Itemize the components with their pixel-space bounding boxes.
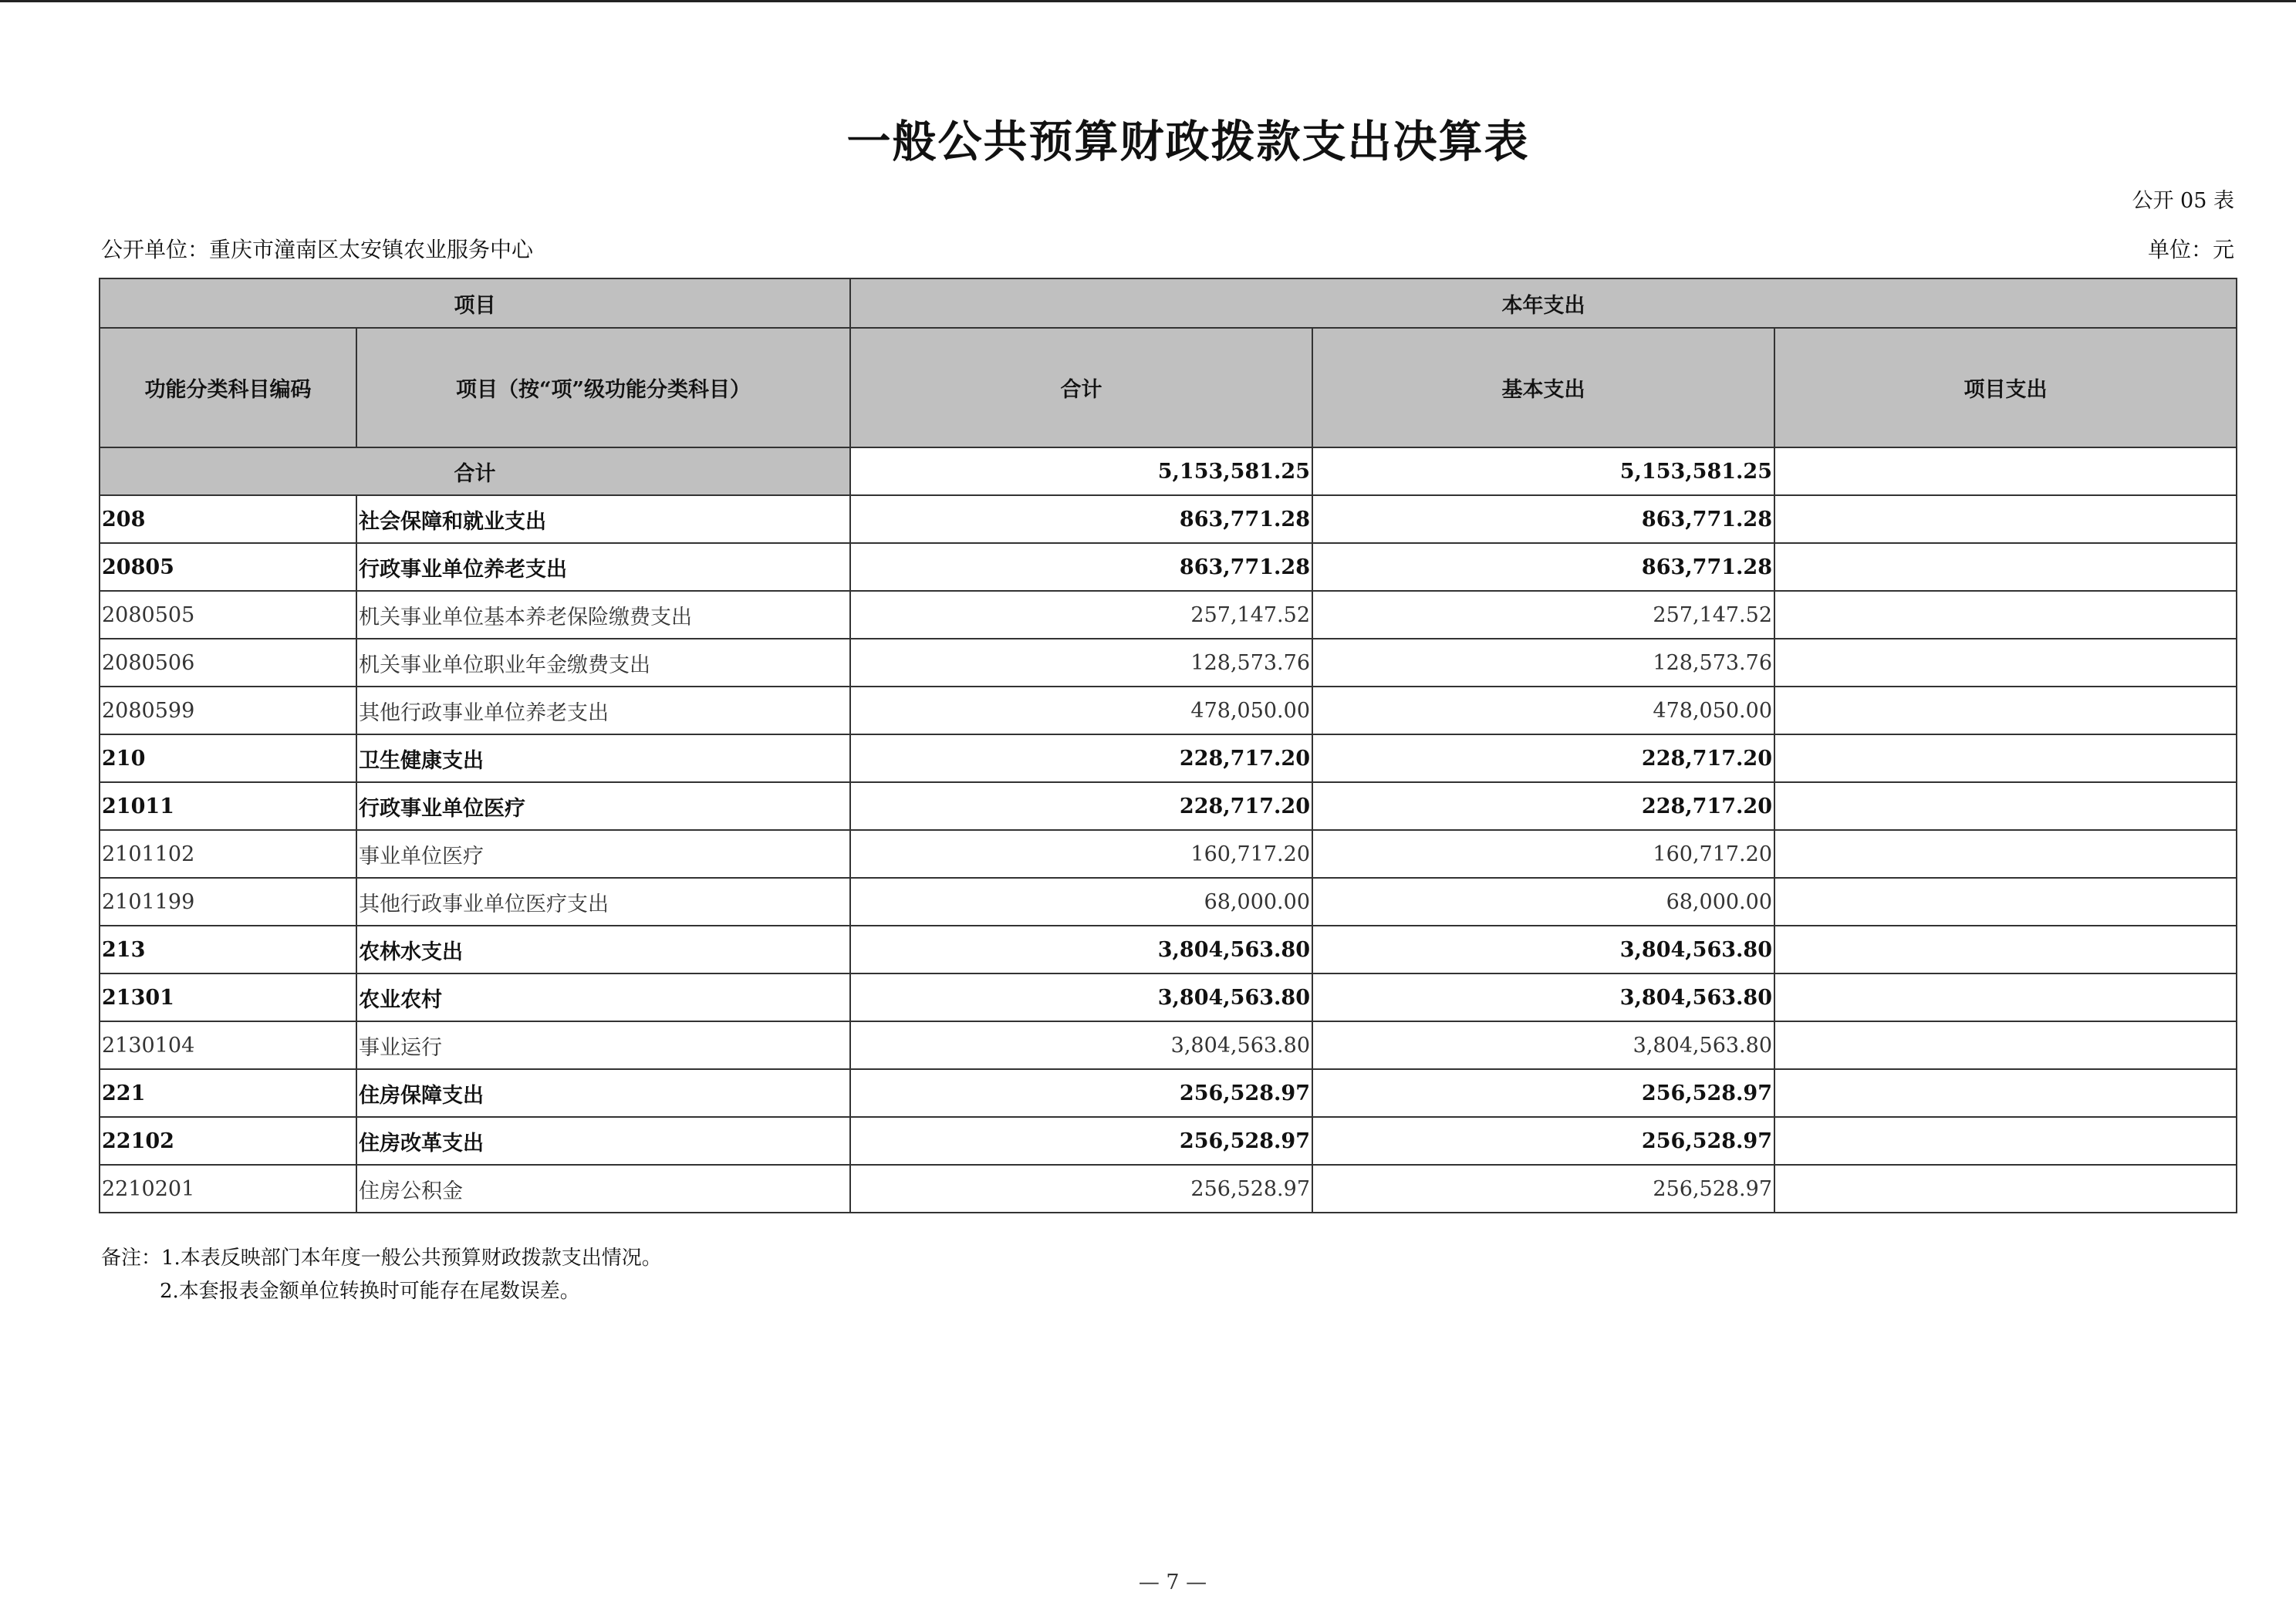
total-row	[100, 447, 2237, 495]
row-total: 257,147.52	[850, 591, 1312, 639]
currency-unit: 单位：元	[2147, 237, 2234, 262]
header-current-year: 本年支出	[850, 278, 2237, 328]
row-code: 208	[100, 495, 356, 543]
note-1: 备注：1.本表反映部门本年度一般公共预算财政拨款支出情况。	[101, 1247, 662, 1270]
row-total: 3,804,563.80	[850, 926, 1312, 973]
total-amount: 5,153,581.25	[850, 447, 1312, 495]
row-basic: 3,804,563.80	[1312, 1021, 1774, 1069]
table-row	[100, 1021, 2237, 1069]
row-name: 事业单位医疗	[356, 830, 850, 878]
row-code: 2080505	[100, 591, 356, 639]
row-name: 其他行政事业单位养老支出	[356, 687, 850, 734]
expenditure-table	[99, 278, 2237, 1213]
table-row	[100, 830, 2237, 878]
row-code: 2101102	[100, 830, 356, 878]
notes	[101, 1242, 662, 1308]
row-name: 事业运行	[356, 1021, 850, 1069]
table-row	[100, 1069, 2237, 1117]
row-code: 210	[100, 734, 356, 782]
table-row	[100, 878, 2237, 926]
header-name: 项目（按“项”级功能分类科目）	[356, 328, 850, 447]
row-name: 农林水支出	[356, 926, 850, 973]
row-basic: 68,000.00	[1312, 878, 1774, 926]
row-name: 卫生健康支出	[356, 734, 850, 782]
top-border-line	[0, 0, 2296, 2]
row-basic: 128,573.76	[1312, 639, 1774, 687]
row-basic: 863,771.28	[1312, 543, 1774, 591]
row-program	[1774, 543, 2237, 591]
row-basic: 256,528.97	[1312, 1069, 1774, 1117]
total-label: 合计	[100, 447, 850, 495]
row-total: 228,717.20	[850, 734, 1312, 782]
row-code: 2080599	[100, 687, 356, 734]
header-project: 项目	[100, 278, 850, 328]
row-program	[1774, 1165, 2237, 1213]
row-name: 住房改革支出	[356, 1117, 850, 1165]
table-row	[100, 591, 2237, 639]
row-total: 256,528.97	[850, 1069, 1312, 1117]
row-name: 农业农村	[356, 973, 850, 1021]
row-code: 22102	[100, 1117, 356, 1165]
row-basic: 228,717.20	[1312, 734, 1774, 782]
row-name: 机关事业单位基本养老保险缴费支出	[356, 591, 850, 639]
row-total: 3,804,563.80	[850, 973, 1312, 1021]
row-program	[1774, 878, 2237, 926]
row-program	[1774, 734, 2237, 782]
row-name: 住房保障支出	[356, 1069, 850, 1117]
row-code: 2101199	[100, 878, 356, 926]
row-name: 其他行政事业单位医疗支出	[356, 878, 850, 926]
row-name: 行政事业单位医疗	[356, 782, 850, 830]
total-basic: 5,153,581.25	[1312, 447, 1774, 495]
row-program	[1774, 782, 2237, 830]
row-basic: 228,717.20	[1312, 782, 1774, 830]
form-number: 公开 05 表	[2132, 189, 2234, 213]
table-row	[100, 687, 2237, 734]
row-total: 863,771.28	[850, 543, 1312, 591]
table-row	[100, 926, 2237, 973]
row-program	[1774, 591, 2237, 639]
header-total: 合计	[850, 328, 1312, 447]
row-total: 228,717.20	[850, 782, 1312, 830]
row-basic: 160,717.20	[1312, 830, 1774, 878]
header-basic: 基本支出	[1312, 328, 1774, 447]
row-basic: 863,771.28	[1312, 495, 1774, 543]
row-name: 行政事业单位养老支出	[356, 543, 850, 591]
header-program: 项目支出	[1774, 328, 2237, 447]
row-basic: 256,528.97	[1312, 1165, 1774, 1213]
table-row	[100, 782, 2237, 830]
row-program	[1774, 687, 2237, 734]
row-name: 机关事业单位职业年金缴费支出	[356, 639, 850, 687]
row-total: 863,771.28	[850, 495, 1312, 543]
page-title: 一般公共预算财政拨款支出决算表	[846, 116, 1530, 167]
row-code: 213	[100, 926, 356, 973]
row-program	[1774, 1069, 2237, 1117]
row-code: 2080506	[100, 639, 356, 687]
page-number: — 7 —	[1138, 1571, 1207, 1594]
row-basic: 3,804,563.80	[1312, 973, 1774, 1021]
row-program	[1774, 926, 2237, 973]
row-basic: 256,528.97	[1312, 1117, 1774, 1165]
row-total: 3,804,563.80	[850, 1021, 1312, 1069]
table-row	[100, 495, 2237, 543]
row-name: 住房公积金	[356, 1165, 850, 1213]
row-program	[1774, 639, 2237, 687]
table-row	[100, 639, 2237, 687]
row-total: 478,050.00	[850, 687, 1312, 734]
row-name: 社会保障和就业支出	[356, 495, 850, 543]
total-program	[1774, 447, 2237, 495]
table-row	[100, 543, 2237, 591]
row-program	[1774, 1117, 2237, 1165]
row-program	[1774, 495, 2237, 543]
row-basic: 478,050.00	[1312, 687, 1774, 734]
row-basic: 3,804,563.80	[1312, 926, 1774, 973]
row-code: 2130104	[100, 1021, 356, 1069]
row-basic: 257,147.52	[1312, 591, 1774, 639]
row-code: 21011	[100, 782, 356, 830]
row-total: 68,000.00	[850, 878, 1312, 926]
table-row	[100, 973, 2237, 1021]
row-total: 160,717.20	[850, 830, 1312, 878]
row-code: 2210201	[100, 1165, 356, 1213]
header-row-1	[100, 278, 2237, 328]
row-total: 256,528.97	[850, 1165, 1312, 1213]
table-row	[100, 1117, 2237, 1165]
row-code: 20805	[100, 543, 356, 591]
header-row-2	[100, 328, 2237, 447]
row-code: 221	[100, 1069, 356, 1117]
header-code: 功能分类科目编码	[100, 328, 356, 447]
row-total: 128,573.76	[850, 639, 1312, 687]
table-row	[100, 1165, 2237, 1213]
row-program	[1774, 1021, 2237, 1069]
row-code: 21301	[100, 973, 356, 1021]
row-program	[1774, 973, 2237, 1021]
note-2: 2.本套报表金额单位转换时可能存在尾数误差。	[160, 1280, 580, 1303]
reporting-unit: 公开单位：重庆市潼南区太安镇农业服务中心	[101, 237, 534, 262]
table-row	[100, 734, 2237, 782]
row-total: 256,528.97	[850, 1117, 1312, 1165]
row-program	[1774, 830, 2237, 878]
